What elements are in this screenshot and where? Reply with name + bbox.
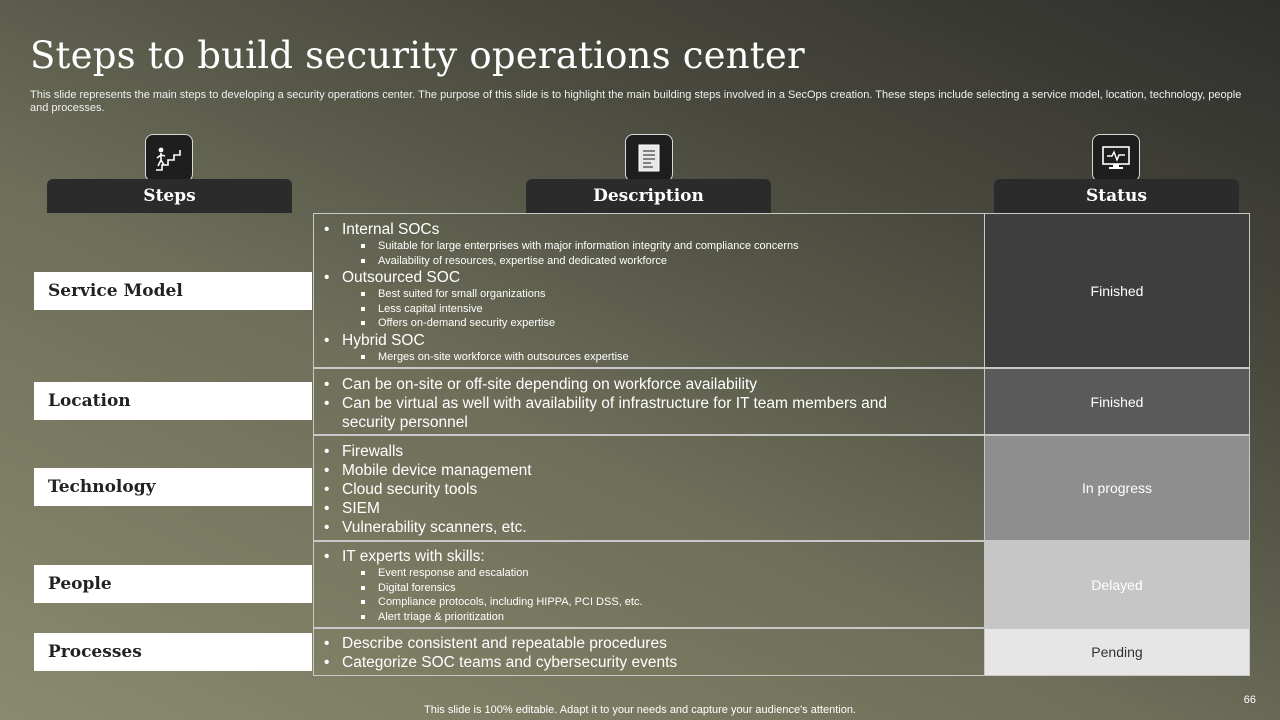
sub-item: Merges on-site workforce with outsources expertise xyxy=(360,350,976,365)
list-item: • Firewalls xyxy=(324,442,976,461)
list-item: • Can be virtual as well with availability of infrastructure for IT team members and security personnel xyxy=(324,394,904,432)
slide-subtitle: This slide represents the main steps to developing a security operations center. The purpose of this slide is to highlight the main building steps involved in a SecOps creation. These steps include selecting a service model, location, technology, people and processes. xyxy=(30,89,1242,114)
list-item: • Outsourced SOC Best suited for small organizations Less capital intensive Offers on-demand security expertise xyxy=(324,268,976,331)
list-item: • Describe consistent and repeatable procedures xyxy=(324,634,976,653)
sub-item: Digital forensics xyxy=(360,581,976,596)
description-cell-processes xyxy=(313,628,985,676)
list-item: • SIEM xyxy=(324,499,976,518)
list-item: • Internal SOCs Suitable for large enterprises with major information integrity and compliance concerns Availability of resources, expertise and dedicated workforce xyxy=(324,220,976,268)
sub-item: Event response and escalation xyxy=(360,566,976,581)
sub-item: Offers on-demand security expertise xyxy=(360,316,976,331)
step-service-model: Service Model xyxy=(34,272,312,310)
list-item: • Hybrid SOC Merges on-site workforce with outsources expertise xyxy=(324,331,976,365)
page-number: 66 xyxy=(1243,694,1256,706)
status-processes: Pending xyxy=(985,628,1250,676)
sub-item: Best suited for small organizations xyxy=(360,287,976,302)
status-service-model: Finished xyxy=(985,213,1250,368)
stairs-climber-icon xyxy=(145,134,193,182)
slide-footer: This slide is 100% editable. Adapt it to your needs and capture your audience's attention. xyxy=(424,704,856,716)
list-item: • Cloud security tools xyxy=(324,480,976,499)
sub-item: Alert triage & prioritization xyxy=(360,610,976,625)
status-location: Finished xyxy=(985,368,1250,435)
slide-title: Steps to build security operations center xyxy=(30,34,805,77)
step-processes: Processes xyxy=(34,633,312,671)
step-technology: Technology xyxy=(34,468,312,506)
list-item: • Mobile device management xyxy=(324,461,976,480)
status-header: Status xyxy=(994,179,1239,213)
description-cell-technology xyxy=(313,435,985,541)
sub-item: Availability of resources, expertise and dedicated workforce xyxy=(360,254,976,269)
description-header: Description xyxy=(526,179,771,213)
sub-item: Less capital intensive xyxy=(360,302,976,317)
status-people: Delayed xyxy=(985,541,1250,628)
description-cell-location xyxy=(313,368,985,435)
list-item: • IT experts with skills: Event response and escalation Digital forensics Compliance protocols, including HIPPA, PCI DSS, etc. Alert triage & prioritization xyxy=(324,547,976,624)
document-icon xyxy=(625,134,673,182)
list-item: • Can be on-site or off-site depending on workforce availability xyxy=(324,375,904,394)
step-people: People xyxy=(34,565,312,603)
step-location: Location xyxy=(34,382,312,420)
status-technology: In progress xyxy=(985,435,1250,541)
monitor-icon xyxy=(1092,134,1140,182)
sub-item: Suitable for large enterprises with major information integrity and compliance concerns xyxy=(360,239,976,254)
description-cell-service-model xyxy=(313,213,985,368)
list-item: • Vulnerability scanners, etc. xyxy=(324,518,976,537)
description-cell-people xyxy=(313,541,985,628)
steps-header: Steps xyxy=(47,179,292,213)
list-item: • Categorize SOC teams and cybersecurity events xyxy=(324,653,976,672)
sub-item: Compliance protocols, including HIPPA, PCI DSS, etc. xyxy=(360,595,976,610)
